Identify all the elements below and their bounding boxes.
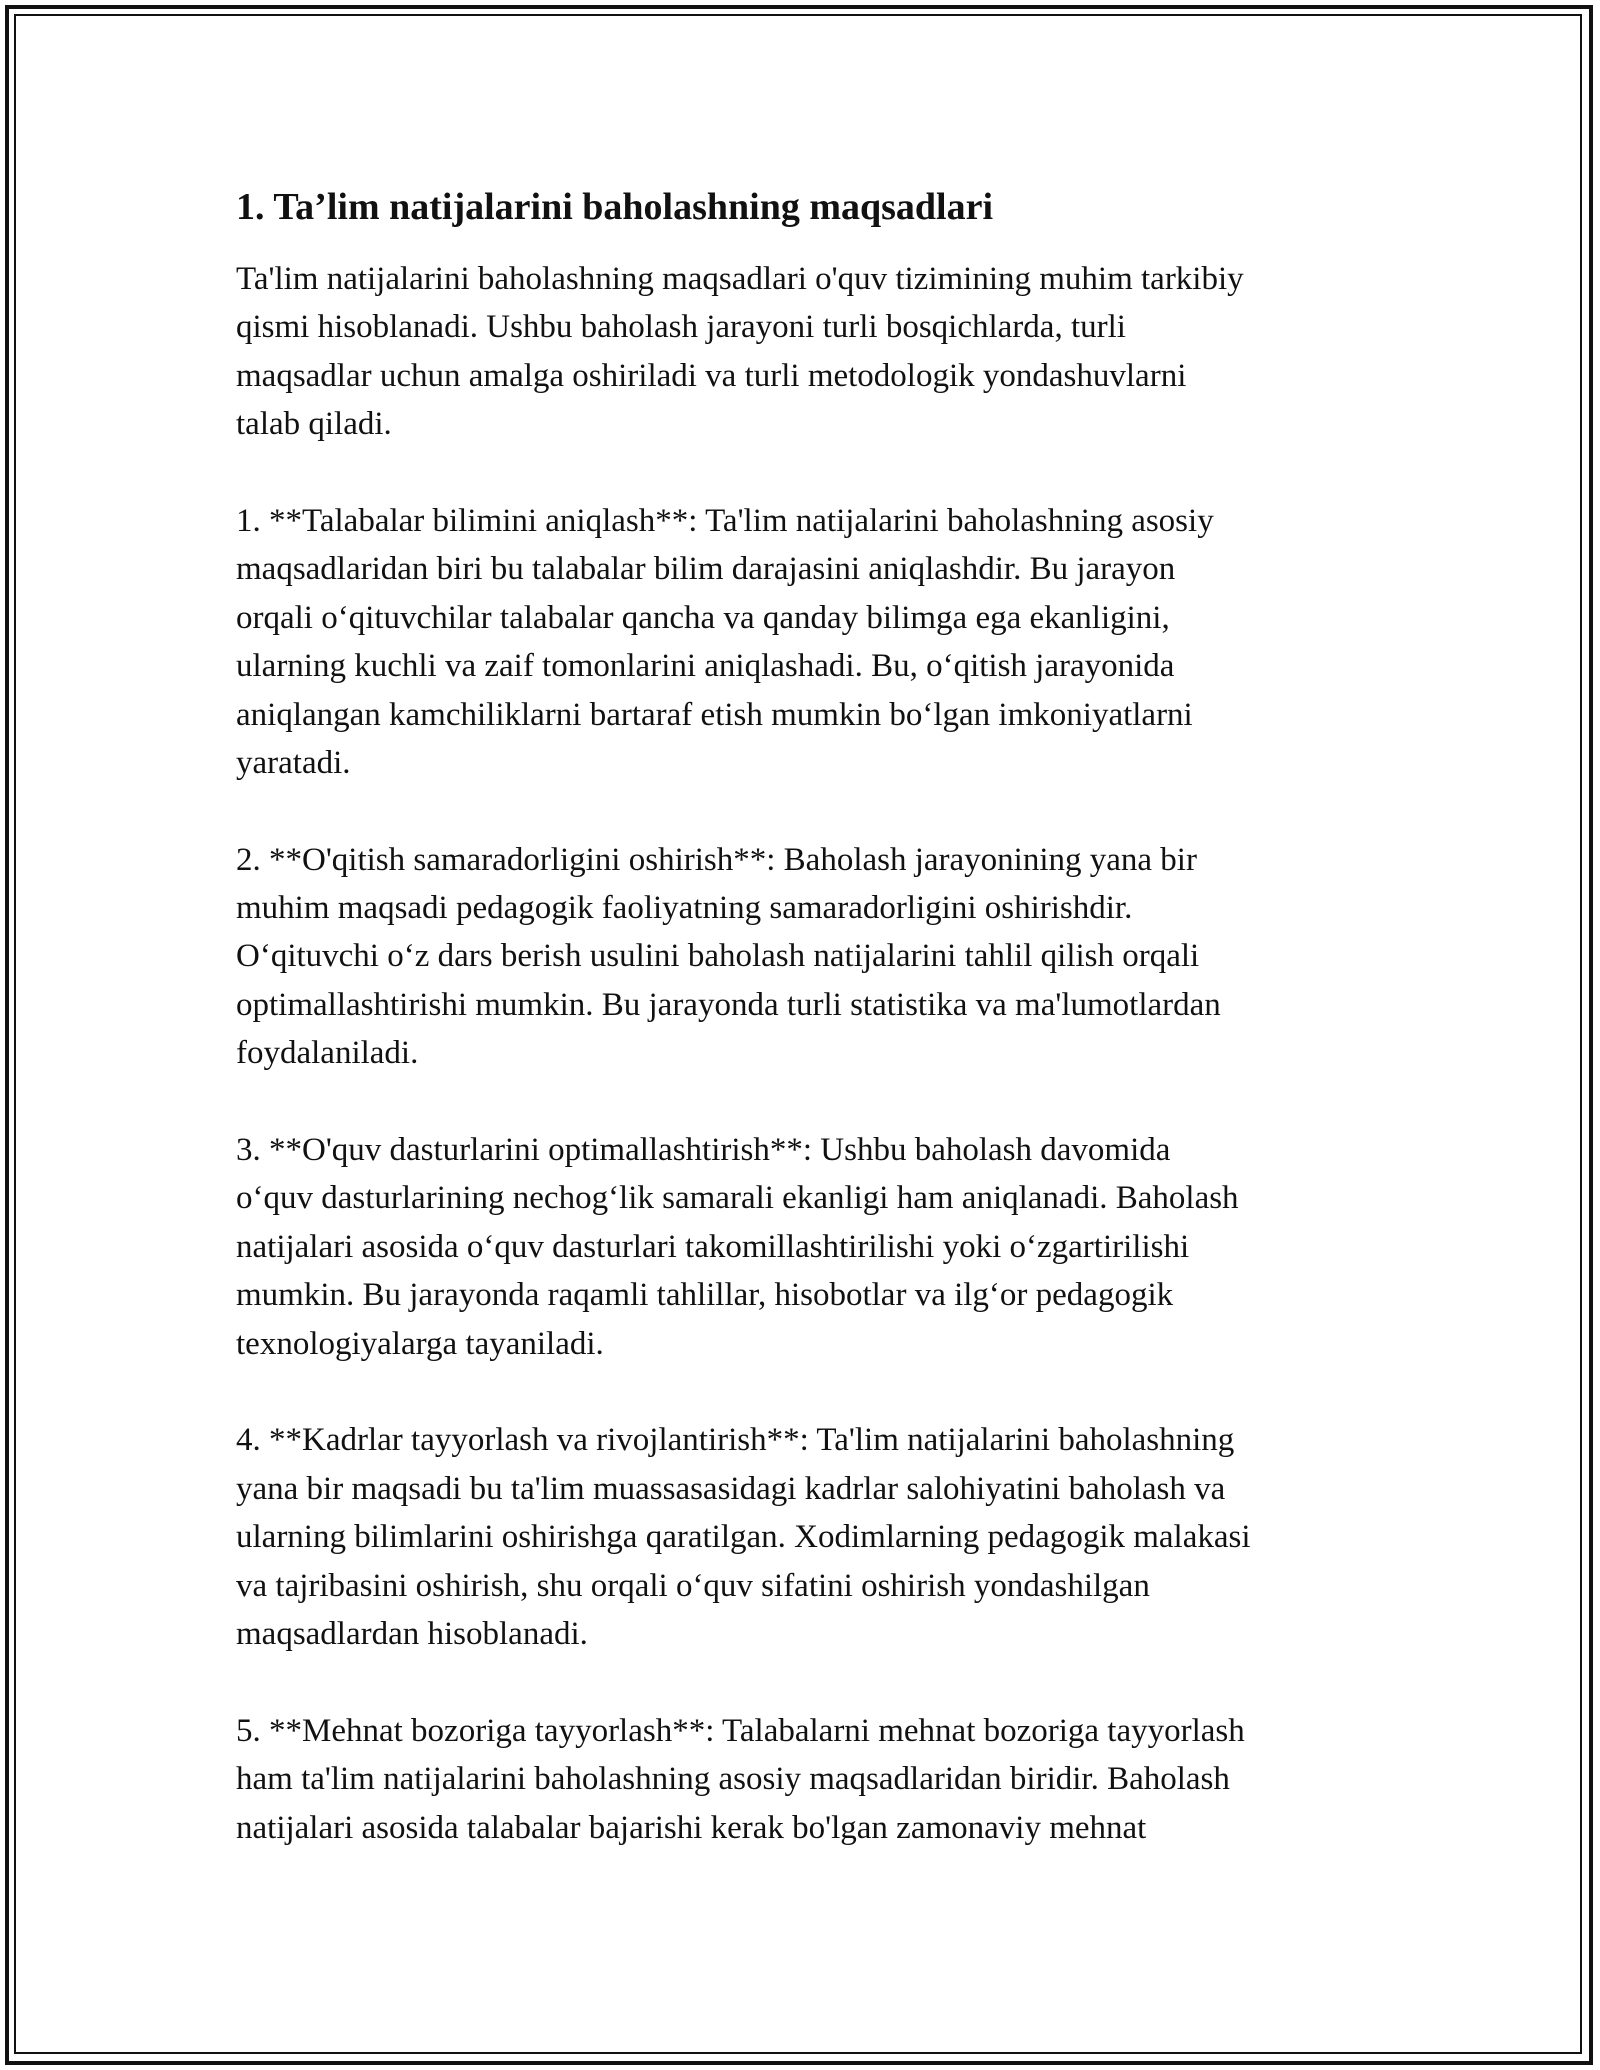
text-line: ularning bilimlarini oshirishga qaratilgan. Xodimlarning pedagogik malakasi	[236, 1519, 1251, 1556]
list-item-1	[236, 497, 1372, 787]
text-line: foydalaniladi.	[236, 1035, 419, 1072]
section-heading: 1. Ta’lim natijalarini baholashning maqsadlari	[236, 186, 994, 228]
list-item-4	[236, 1416, 1372, 1658]
text-line: talab qiladi.	[236, 406, 392, 443]
text-line: orqali o‘qituvchilar talabalar qancha va qanday bilimga ega ekanligini,	[236, 599, 1170, 636]
text-line: Ta'lim natijalarini baholashning maqsadlari o'quv tizimining muhim tarkibiy	[236, 261, 1244, 297]
text-line: ham ta'lim natijalarini baholashning asosiy maqsadlaridan biridir. Baholash	[236, 1761, 1230, 1798]
intro-paragraph	[236, 255, 1372, 449]
text-line: 1. **Talabalar bilimini aniqlash**: Ta'lim natijalarini baholashning asosiy	[236, 502, 1214, 539]
text-line: 2. **O'qitish samaradorligini oshirish**: Baholash jarayonining yana bir	[236, 841, 1197, 878]
text-line: texnologiyalarga tayaniladi.	[236, 1325, 604, 1362]
text-line: optimallashtirishi mumkin. Bu jarayonda turli statistika va ma'lumotlardan	[236, 986, 1221, 1023]
list-item-5	[236, 1707, 1372, 1852]
text-line: maqsadlardan hisoblanadi.	[236, 1615, 588, 1652]
text-line: 3. **O'quv dasturlarini optimallashtirish**: Ushbu baholash davomida	[236, 1132, 1171, 1169]
text-line: 5. **Mehnat bozoriga tayyorlash**: Talabalarni mehnat bozoriga tayyorlash	[236, 1712, 1245, 1749]
text-line: natijalari asosida talabalar bajarishi kerak bo'lgan zamonaviy mehnat	[236, 1809, 1147, 1846]
text-line: va tajribasini oshirish, shu orqali o‘quv sifatini oshirish yondashilgan	[236, 1567, 1150, 1604]
text-line: yaratadi.	[236, 744, 351, 781]
document-body	[236, 183, 1372, 1900]
text-line: muhim maqsadi pedagogik faoliyatning samaradorligini oshirishdir.	[236, 890, 1133, 927]
text-line: maqsadlaridan biri bu talabalar bilim darajasini aniqlashdir. Bu jarayon	[236, 551, 1176, 588]
text-line: O‘qituvchi o‘z dars berish usulini baholash natijalarini tahlil qilish orqali	[236, 938, 1200, 975]
text-line: natijalari asosida o‘quv dasturlari takomillashtirilishi yoki o‘zgartirilishi	[236, 1228, 1190, 1265]
text-line: 4. **Kadrlar tayyorlash va rivojlantirish**: Ta'lim natijalarini baholashning	[236, 1422, 1235, 1459]
text-line: mumkin. Bu jarayonda raqamli tahlillar, hisobotlar va ilg‘or pedagogik	[236, 1277, 1174, 1314]
text-line: yana bir maqsadi bu ta'lim muassasasidagi kadrlar salohiyatini baholash va	[236, 1470, 1226, 1507]
text-line: o‘quv dasturlarining nechog‘lik samarali ekanligi ham aniqlanadi. Baholash	[236, 1180, 1239, 1217]
text-line: qismi hisoblanadi. Ushbu baholash jarayoni turli bosqichlarda, turli	[236, 309, 1126, 346]
text-line: aniqlangan kamchiliklarni bartaraf etish mumkin bo‘lgan imkoniyatlarni	[236, 696, 1193, 733]
list-item-2	[236, 836, 1372, 1078]
list-item-3	[236, 1126, 1372, 1368]
text-line: maqsadlar uchun amalga oshiriladi va turli metodologik yondashuvlarni	[236, 357, 1187, 394]
text-line: ularning kuchli va zaif tomonlarini aniqlashadi. Bu, o‘qitish jarayonida	[236, 648, 1175, 685]
